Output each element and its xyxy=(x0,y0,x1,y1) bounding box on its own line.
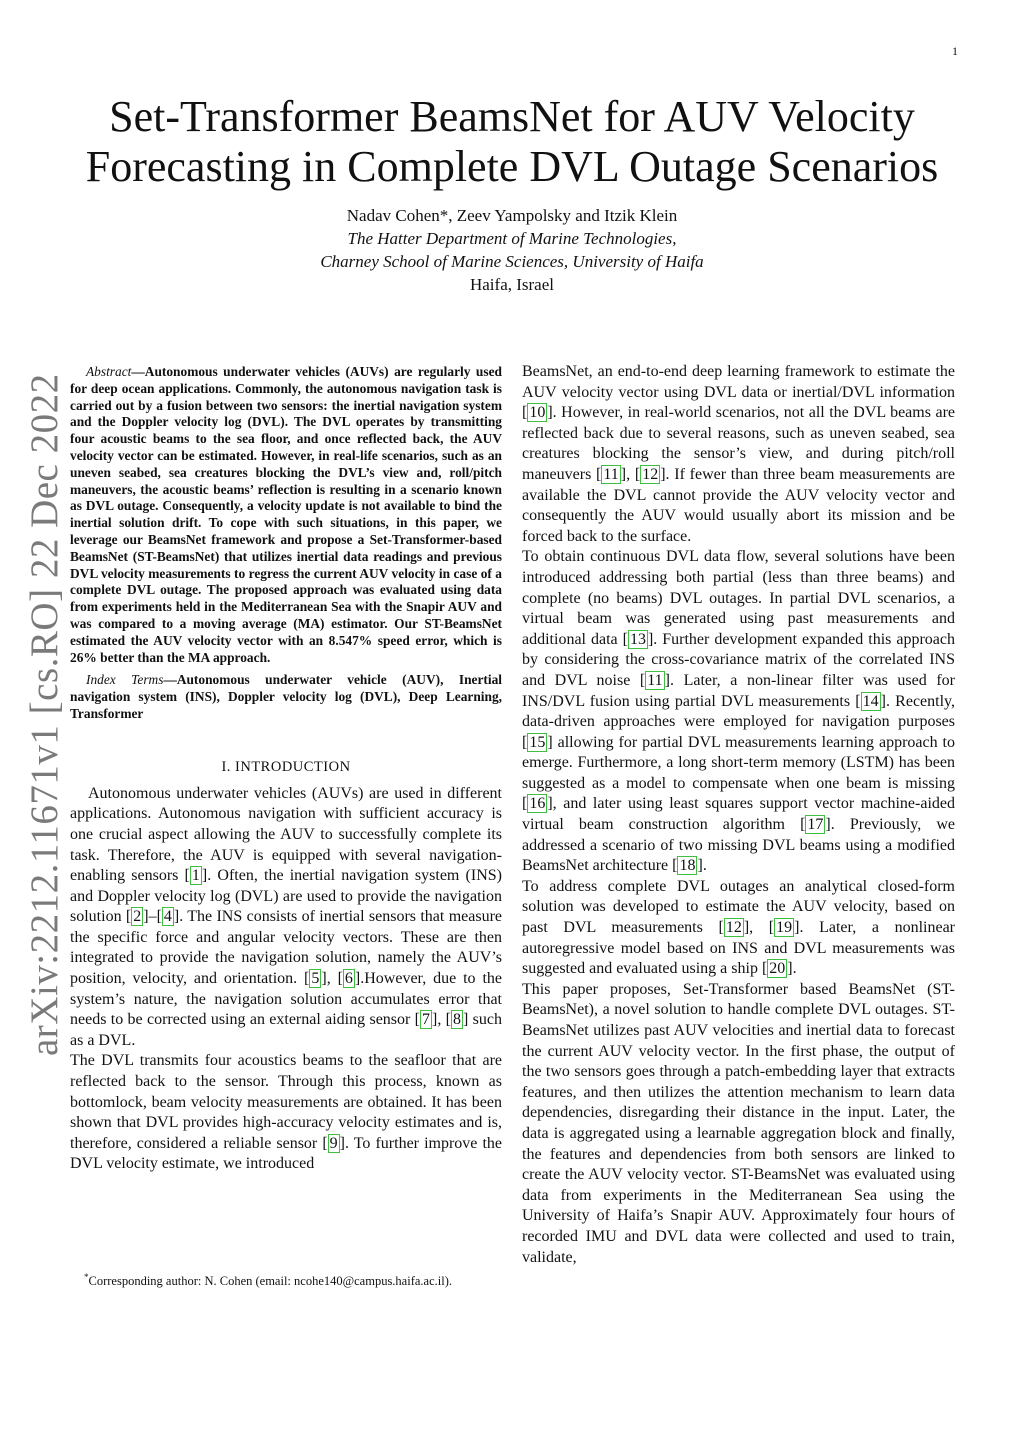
paragraph-text: ]. However, in real-world scenarios, not all the DVL beams are reflected back due to several reasons, such as uneven seabed, sea creatures blocking the sensor’s view, and during pitch/roll maneuvers [ xyxy=(522,404,955,483)
citation-link[interactable]: 7 xyxy=(422,1011,431,1029)
citation-link[interactable]: 14 xyxy=(862,692,879,710)
citation-link[interactable]: 17 xyxy=(807,816,824,834)
paragraph-text: ]. Later, a non-linear filter was used for INS/DVL fusion using partial DVL measurements [ xyxy=(522,671,955,710)
intro-paragraph-5 xyxy=(522,877,955,980)
paragraph-text: The DVL transmits four acoustics beams to the seafloor that are reflected back to the sensor. Through this process, known as bottomlock, beam velocity measurements are obtained. It has been shown that DVL provides high-accuracy velocity estimates and is, therefore, considered a reliable sensor [ xyxy=(70,1052,502,1152)
paragraph-text: ]. The INS consists of inertial sensors that measure the specific force and angular velocity vectors. These are then integrated to provide the navigation solution, namely the AUV’s position, velocity, and orientation. [ xyxy=(70,908,502,988)
paragraph-text: To obtain continuous DVL data flow, several solutions have been introduced addressing both partial (less than three beams) and complete (no beams) DVL outages. In partial DVL scenarios, a virtual beam was generated using past measurements and additional data [ xyxy=(522,548,955,648)
paragraph-text: ]–[ xyxy=(143,908,162,926)
intro-paragraph-2 xyxy=(70,1051,502,1175)
paragraph-text: ]. If fewer than three beam measurements are available the DVL cannot provide the AUV velocity vector and consequently the AUV would usually abort its mission and be forced back to the surface. xyxy=(522,465,956,545)
intro-paragraph-6: This paper proposes, Set-Transformer based BeamsNet (ST-BeamsNet), a novel solution to handle complete DVL outages. ST-BeamsNet utilizes past AUV velocities and inertial data to forecast the current AUV velocity vector. In the first phase, the output of the two sensors goes through a patch-embedding layer that extracts features, and then utilizes the attention mechanism to learn data dependencies, disregarding their distance in the input. Later, the data is aggregated using a learnable aggregation block and finally, the features and dependencies from both sensors are linked to create the AUV velocity vector. ST-BeamsNet was evaluated using data from experiments in the Mediterranean Sea using the University of Haifa’s Snapir AUV. Approximately four hours of recorded IMU and DVL data were collected and used to train, validate, xyxy=(522,980,955,1266)
right-column xyxy=(522,362,955,1268)
paragraph-text: ], [ xyxy=(321,970,343,988)
citation-link[interactable]: 11 xyxy=(647,671,663,689)
footnote-mark: * xyxy=(84,1272,89,1282)
citation-link[interactable]: 15 xyxy=(529,733,546,751)
citation-link[interactable]: 11 xyxy=(603,465,619,483)
paragraph-text: ]. Later, a nonlinear autoregressive model based on INS and DVL measurements was suggested and evaluated using a ship [ xyxy=(522,919,955,978)
paragraph-text: ]. Further development expanded this approach by considering the cross-covariance matrix of the correlated INS and DVL noise [ xyxy=(522,630,955,689)
footnote-text: Corresponding author: N. Cohen (email: ncohe140@campus.haifa.ac.il). xyxy=(88,1274,452,1289)
paragraph-text: ] such as a DVL. xyxy=(70,1011,503,1049)
intro-paragraph-3 xyxy=(522,362,955,547)
footnote xyxy=(70,1270,502,1289)
paragraph-text: To address complete DVL outages an analytical closed-form solution was developed to estimate the AUV velocity, based on past DVL measurements [ xyxy=(522,877,955,937)
left-column xyxy=(70,364,502,1175)
citation-link[interactable]: 1 xyxy=(191,867,200,885)
citation-link[interactable]: 10 xyxy=(529,404,546,422)
paragraph-text: ], [ xyxy=(743,919,775,937)
index-terms xyxy=(70,672,502,722)
paragraph-text: ]. Recently, data-driven approaches were employed for navigation purposes [ xyxy=(522,692,955,751)
paragraph-text: ], [ xyxy=(620,465,641,483)
paragraph-text: ]. xyxy=(787,960,797,978)
paragraph-text: ], [ xyxy=(432,1011,452,1029)
citation-link[interactable]: 12 xyxy=(642,465,659,483)
paragraph-text: ], and later using least squares support vector machine-aided virtual beam construction algorithm [ xyxy=(522,795,955,834)
citation-link[interactable]: 16 xyxy=(529,795,546,813)
arxiv-identifier: arXiv:2212.11671v1 [cs.RO] 22 Dec 2022 xyxy=(23,373,66,1056)
citation-link[interactable]: 18 xyxy=(679,857,696,875)
page-number: 1 xyxy=(952,44,958,58)
citation-link[interactable]: 20 xyxy=(769,960,786,978)
paragraph-text: ]. Often, the inertial navigation system (INS) and Doppler velocity log (DVL) are used to provide the navigation solution [ xyxy=(70,867,502,926)
paragraph-text: ]. To further improve the DVL velocity estimate, we introduced xyxy=(70,1134,503,1173)
citation-link[interactable]: 13 xyxy=(629,630,646,648)
citation-link[interactable]: 19 xyxy=(776,919,793,937)
affiliation-line-1: The Hatter Department of Marine Technologies, xyxy=(347,229,677,248)
intro-paragraph-1 xyxy=(70,784,502,1052)
citation-link[interactable]: 6 xyxy=(344,970,353,988)
paper-title xyxy=(60,92,964,192)
author-block xyxy=(160,204,864,296)
paragraph-text: ]. Previously, we addressed a scenario of two missing DVL beams using a modified BeamsNet architecture [ xyxy=(522,816,955,875)
index-terms-label: Index Terms xyxy=(86,672,164,688)
citation-link[interactable]: 5 xyxy=(311,970,320,988)
paragraph-text: ]. xyxy=(697,857,707,875)
section-heading-introduction: I. INTRODUCTION xyxy=(221,758,351,775)
affiliation-line-2: Charney School of Marine Sciences, University of Haifa xyxy=(320,252,704,271)
author-names: Nadav Cohen*, Zeev Yampolsky and Itzik Klein xyxy=(346,206,678,225)
title-line-1: Set-Transformer BeamsNet for AUV Velocity xyxy=(109,92,915,141)
author-location: Haifa, Israel xyxy=(469,275,554,294)
citation-link[interactable]: 4 xyxy=(163,908,172,926)
title-line-2: Forecasting in Complete DVL Outage Scenarios xyxy=(85,142,939,191)
citation-link[interactable]: 2 xyxy=(133,908,142,926)
abstract-text: —Autonomous underwater vehicles (AUVs) are regularly used for deep ocean applications. Commonly, the autonomous navigation task is carried out by a fusion between two sensors: the inertial navigation system and the Doppler velocity log (DVL). The DVL operates by transmitting four acoustic beams to the sea floor, and once reflected back, the AUV velocity vector can be estimated. However, in real-life scenarios, such as an uneven seabed, sea creatures blocking the DVL’s view and, roll/pitch maneuvers, the acoustic beams’ reflection is resulting in a scenario known as DVL outage. Consequently, a velocity update is not available to bind the inertial solution drift. To cope with such situations, in this paper, we leverage our BeamsNet framework and propose a Set-Transformer-based BeamsNet (ST-BeamsNet) that utilizes inertial data readings and previous DVL velocity measurements to regress the current AUV velocity in case of a complete DVL outage. The proposed approach was evaluated using data from experiments held in the Mediterranean Sea with the Snapir AUV and was compared to a moving average (MA) estimator. Our ST-BeamsNet estimated the AUV velocity vector with an 8.547% speed error, which is 26% better than the MA approach. xyxy=(70,364,502,665)
intro-paragraph-4 xyxy=(522,547,955,877)
paragraph-text: ] allowing for partial DVL measurements learning approach to emerge. Furthermore, a long short-term memory (LSTM) has been suggested as a model to compensate when one beam is missing [ xyxy=(522,733,955,813)
citation-link[interactable]: 12 xyxy=(725,919,742,937)
paragraph-text: Autonomous underwater vehicles (AUVs) are used in different applications. Autonomous navigation with sufficient accuracy is one crucial aspect allowing the AUV to successfully complete its task. Therefore, the AUV is equipped with several navigation-enabling sensors [ xyxy=(70,784,502,885)
index-terms-text: —Autonomous underwater vehicle (AUV), Inertial navigation system (INS), Doppler velocity log (DVL), Deep Learning, Transformer xyxy=(70,672,502,721)
paragraph-text: BeamsNet, an end-to-end deep learning framework to estimate the AUV velocity vector using DVL data or inertial/DVL information [ xyxy=(522,363,955,422)
citation-link[interactable]: 9 xyxy=(329,1134,338,1152)
paragraph-text: ].However, due to the system’s nature, the navigation solution accumulates error that needs to be corrected using an external aiding sensor [ xyxy=(70,970,502,1029)
abstract-label: Abstract xyxy=(86,364,132,379)
citation-link[interactable]: 8 xyxy=(453,1011,462,1029)
abstract xyxy=(70,364,502,666)
